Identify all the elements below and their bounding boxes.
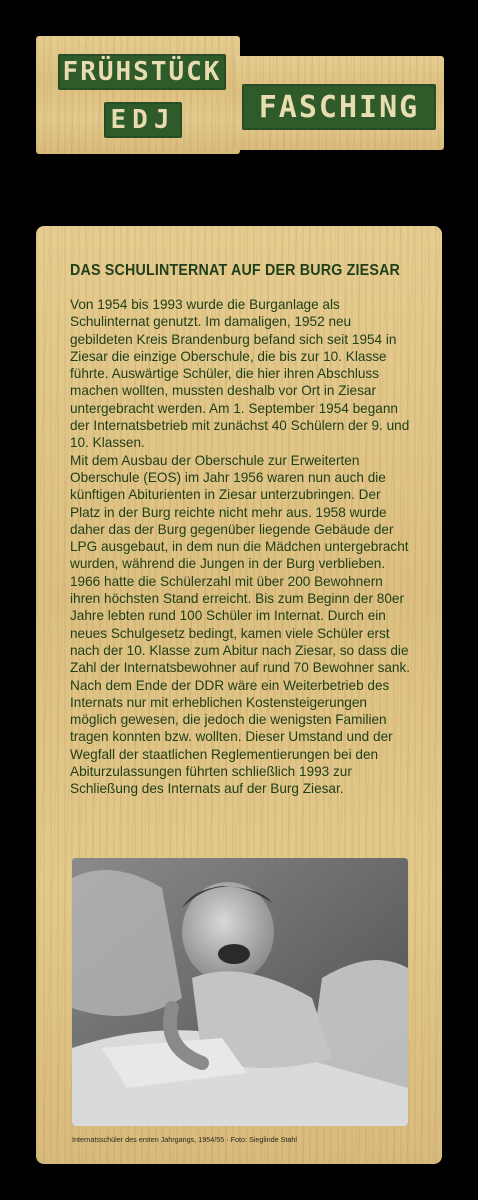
panel-body: [70, 296, 414, 798]
edj-label: EDJ: [104, 102, 182, 138]
student-photo: [72, 858, 408, 1126]
paragraph-4: Nach dem Ende der DDR wäre ein Weiterbetrieb des Internats nur mit erheblichen Kostensteigerungen möglich gewesen, die jedoch die wenigsten Familien tragen konnten bzw. wollten. Dieser Umstand und der Wegfall der staatlichen Reglementierungen bei den Abiturzulassungen führten schließlich 1993 zur Schließung des Internats auf der Burg Ziesar.: [70, 677, 393, 797]
paragraph-2: Mit dem Ausbau der Oberschule zur Erweiterten Oberschule (EOS) im Jahr 1956 waren nun auch die künftigen Abiturienten in Ziesar unterzubringen. Der Platz in der Burg reichte nicht mehr aus. 1958 wurde daher das der Burg gegenüber liegende Gebäude der LPG ausgebaut, in dem nun die Mädchen untergebracht wurden, während die Jungen in der Burg verblieben.: [70, 452, 409, 572]
info-panel: [36, 226, 442, 1164]
fruehstueck-label: FRÜHSTÜCK: [58, 54, 226, 90]
paragraph-3: 1966 hatte die Schülerzahl mit über 200 Bewohnern ihren höchsten Stand erreicht. Bis zum Beginn der 80er Jahre lebten rund 100 Schüler im Internat. Durch ein neues Schulgesetz bedingt, kamen viele Schüler erst nach der 10. Klasse zum Abitur nach Ziesar, so dass die Zahl der Internatsbewohner auf rund 70 Bewohner sank.: [70, 573, 411, 676]
photo-caption: Internatsschüler des ersten Jahrgangs, 1954/55 · Foto: Sieglinde Stahl: [72, 1135, 297, 1144]
paragraph-1: Von 1954 bis 1993 wurde die Burganlage als Schulinternat genutzt. Im damaligen, 1952 neu gebildeten Kreis Brandenburg befand sich seit 1954 in Ziesar die einzige Oberschule, die bis zur 10. Klasse führte. Auswärtige Schüler, die hier ihren Abschluss machen wollten, mussten deshalb vor Ort in Ziesar untergebracht werden. Am 1. September 1954 begann der Internatsbetrieb mit zunächst 40 Schülern der 9. und 10. Klassen.: [70, 297, 410, 451]
fasching-label: FASCHING: [242, 84, 436, 130]
panel-title: DAS SCHULINTERNAT AUF DER BURG ZIESAR: [70, 262, 401, 279]
fasching-sign: [234, 56, 444, 150]
fruehstueck-edj-sign: [36, 36, 240, 154]
